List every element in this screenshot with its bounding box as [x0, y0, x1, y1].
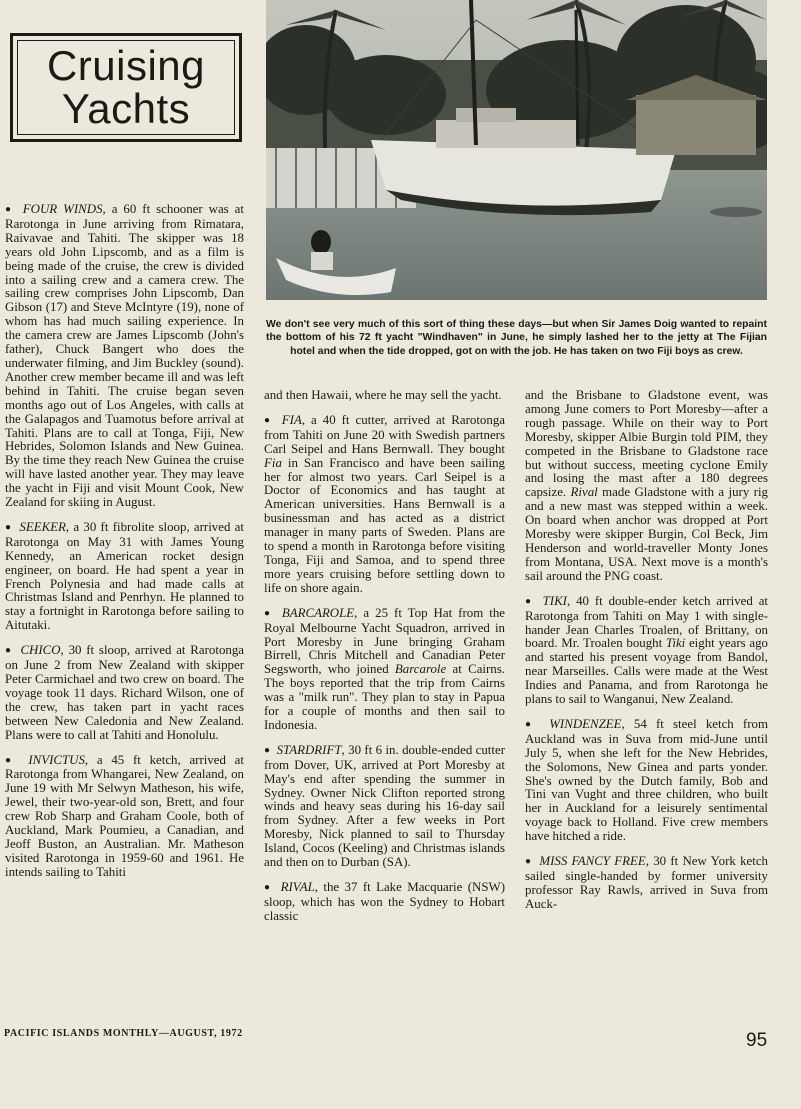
article-barcarole [264, 607, 505, 733]
yacht-photo-illustration [266, 0, 767, 300]
running-footer: PACIFIC ISLANDS MONTHLY—AUGUST, 1972 [4, 1028, 243, 1039]
article-four-winds [5, 203, 244, 510]
article-text: in San Francisco and have been sailing her for almost two years. Carl Seipel is a Doctor of Economics and has taught at American universities. Hans Bernwall is a businessman and has acted as a district manager in many parts of Sweden. Plans are to spend a month in Rarotonga before visiting Tonga, Fiji and Samoa, and to spend three more years cruising before settling down to life on shore again. [264, 455, 505, 595]
vessel-name: TIKI [542, 593, 567, 608]
vessel-name: FIA [281, 412, 302, 427]
article-text: eight years ago and started his present voyage from Bandol, near Marseilles. Calls were made at the West Indies and Panama, and from Rarotonga he plans to sail to Wanganui, New Zealand. [525, 636, 768, 707]
article-column-2 [264, 389, 505, 935]
bullet-icon: ● [5, 521, 13, 533]
article-text: , a 40 ft cutter, arrived at Rarotonga from Tahiti on June 20 with Swedish partners Carl Seipel and Hans Bernwall. They bought [264, 412, 505, 456]
article-tiki [525, 595, 768, 707]
section-title [13, 44, 239, 130]
vessel-name-inline: Tiki [665, 636, 686, 651]
article-column-1 [5, 203, 244, 891]
vessel-name: STARDRIFT [276, 742, 342, 757]
article-text: , 30 ft sloop, arrived at Rarotonga on June 2 from New Zealand with skipper Peter Carmichael and two crew on board. The voyage took 11 days. Richard Wilson, one of the crew, has taken part in yacht races between New Caledonia and New Zealand. Plans were to call at Tahiti and Honolulu. [5, 643, 244, 742]
page-number: 95 [746, 1030, 768, 1051]
article-text: , a 25 ft Top Hat from the Royal Melbourne Yacht Squadron, arrived in Port Moresby in June bringing Graham Birrell, Chris Mitchell and Canadian Peter Segsworth, who joined [264, 605, 505, 677]
vessel-name-inline: Fia [264, 455, 282, 470]
article-text: , 40 ft double-ender ketch arrived at Rarotonga from Tahiti on May 1 with single-hander Jean Charles Troalen, of Brittany, on board. Mr. Troalen bought [525, 593, 768, 651]
vessel-name-inline: Rival [570, 485, 598, 500]
article-text: , 30 ft 6 in. double-ended cutter from Dover, UK, arrived at Port Moresby at May's end after spending the summer in Sydney. Owner Nick Clifton reported strong winds and heavy seas during his 16-day sail from Sydney. After a few weeks in Port Moresby, Nick planned to sail to Thursday Island, Cocos (Keeling) and Christmas islands and then on to Durban (SA). [264, 742, 505, 870]
article-stardrift [264, 744, 505, 870]
article-column-3 [525, 389, 768, 923]
vessel-name: BARCAROLE [281, 605, 355, 620]
article-rival [264, 881, 505, 924]
vessel-name: SEEKER [19, 519, 66, 534]
bullet-icon: ● [264, 882, 273, 893]
vessel-name: CHICO [20, 643, 61, 658]
article-text: at Cairns. The boys reported that the trip from Cairns was a "milk run". They plan to stay in Papua for a couple of months and then sail to Indonesia. [264, 662, 505, 732]
vessel-name: WINDENZEE [549, 716, 622, 731]
section-title-box [10, 33, 242, 142]
vessel-name-inline: Barcarole [394, 662, 447, 677]
article-rival-continued [525, 389, 768, 584]
article-invictus [5, 754, 244, 880]
article-text: , 54 ft steel ketch from Auckland was in Suva from mid-June until July 5, when she left for the New Hebrides, the Solomons, New Ginea and parts yonder. She's owned by the Dutch family, Bob and Tini van Vught and three children, who built her in Auckland for a leisurely sentimental voyage back to Holland. Five crew members have hitched a ride. [525, 716, 768, 844]
bullet-icon: ● [264, 744, 271, 756]
article-chico [5, 644, 244, 742]
article-seeker [5, 521, 244, 633]
title-line-2: Yachts [61, 85, 191, 132]
vessel-name: RIVAL [280, 880, 315, 894]
article-text: , a 30 ft fibrolite sloop, arrived at Rarotonga on May 31 with James Young Kennedy, an American rocket design engineer, on board. He had spent a year in French Polynesia and had made calls at Christmas Island and Penrhyn. He planned to stay a fortnight in Rarotonga before sailing to Aitutaki. [5, 519, 244, 633]
article-text: , a 60 ft schooner was at Rarotonga in June arriving from Rimatara, Raivavae and Tahiti. The skipper was 18 years old John Lipscomb, and as a film is being made of the cruise, the crew is divided into a sailing crew and a camera crew. The sailing crew comprises John Lipscomb, Dan Gibson (17) and Steve McIntyre (19), none of whom has had much sailing experience. In the camera crew are James Lipscomb (John's father), Chuck Bangert who does the underwater filming, and Jim Buckley (sound). Another crew member became ill and was left behind in Tahiti. The cruise began seven months ago out of Los Angeles, with calls at the Galapagos and Tuamotus before arrival at Tahiti. Plans are to call at Tonga, Fiji, New Hebrides, Solomon Islands and New Guinea. By the time they reach New Guinea the cruise will have lasted another year. They may leave the yacht in Fiji and visit Mount Cook, New Zealand for skiing in August. [5, 202, 244, 510]
article-fia [264, 414, 505, 596]
bullet-icon: ● [264, 414, 273, 426]
article-invictus-continued: and then Hawaii, where he may sell the yacht. [264, 388, 502, 402]
bullet-icon: ● [264, 607, 273, 619]
title-line-1: Cruising [46, 42, 206, 89]
article-miss-fancy-free [525, 855, 768, 912]
bullet-icon: ● [525, 718, 537, 730]
article-text: , the 37 ft Lake Macquarie (NSW) sloop, which has won the Sydney to Hobart classic [264, 880, 505, 923]
article-text: and the Brisbane to Gladstone event, was among June comers to Port Moresby—after a rough passage. While on their way to Port Moresby, skipper Albie Burgin told PIM, they competed in the Brisbane to Gladstone race but without success, meeting cyclone Emily and losing the mast after a 180 degrees capsize. [525, 388, 768, 500]
article-text: , 30 ft New York ketch sailed single-handed by former university professor Ray Rawls, arrived in Suva from Auck- [525, 854, 768, 911]
vessel-name: MISS FANCY FREE [539, 854, 646, 869]
bullet-icon: ● [525, 595, 534, 607]
article-text: , a 45 ft ketch, arrived at Rarotonga from Whangarei, New Zealand, on June 19 with Mr Selwyn Matheson, his wife, Jewel, their two-year-old son, Brett, and four crew Rob Sharp and Graham Coole, both of Auckland, Mark Poumieu, a Canadian, and Jeoff Buston, an Australian. Mr. Matheson visited Rarotonga in 1959-60 and 1961. He intends sailing to Tahiti [5, 752, 244, 879]
photo-caption: We don't see very much of this sort of thing these days—but when Sir James Doig wanted to repaint the bottom of his 72 ft yacht "Windhaven" in June, he simply lashed her to the jetty at The Fijian hotel and when the tide dropped, got on with the job. He has taken on two Fiji boys as crew. [266, 319, 767, 357]
bullet-icon: ● [525, 856, 533, 868]
bullet-icon: ● [5, 754, 17, 766]
vessel-name: FOUR WINDS [22, 202, 103, 216]
article-text: made Gladstone with a jury rig and a new mast was stepped within a week. On board when anchor was dropped at Port Moresby were skipper Burgin, Col Beck, Jim Henderson and world-traveller Monty Jones from Montana, USA. Next move is a month's sail around the PNG coast. [525, 485, 768, 583]
bullet-icon: ● [5, 645, 13, 657]
vessel-name: INVICTUS [28, 752, 85, 767]
bullet-icon: ● [5, 204, 14, 215]
article-windenzee [525, 718, 768, 844]
yacht-photo [266, 0, 767, 300]
